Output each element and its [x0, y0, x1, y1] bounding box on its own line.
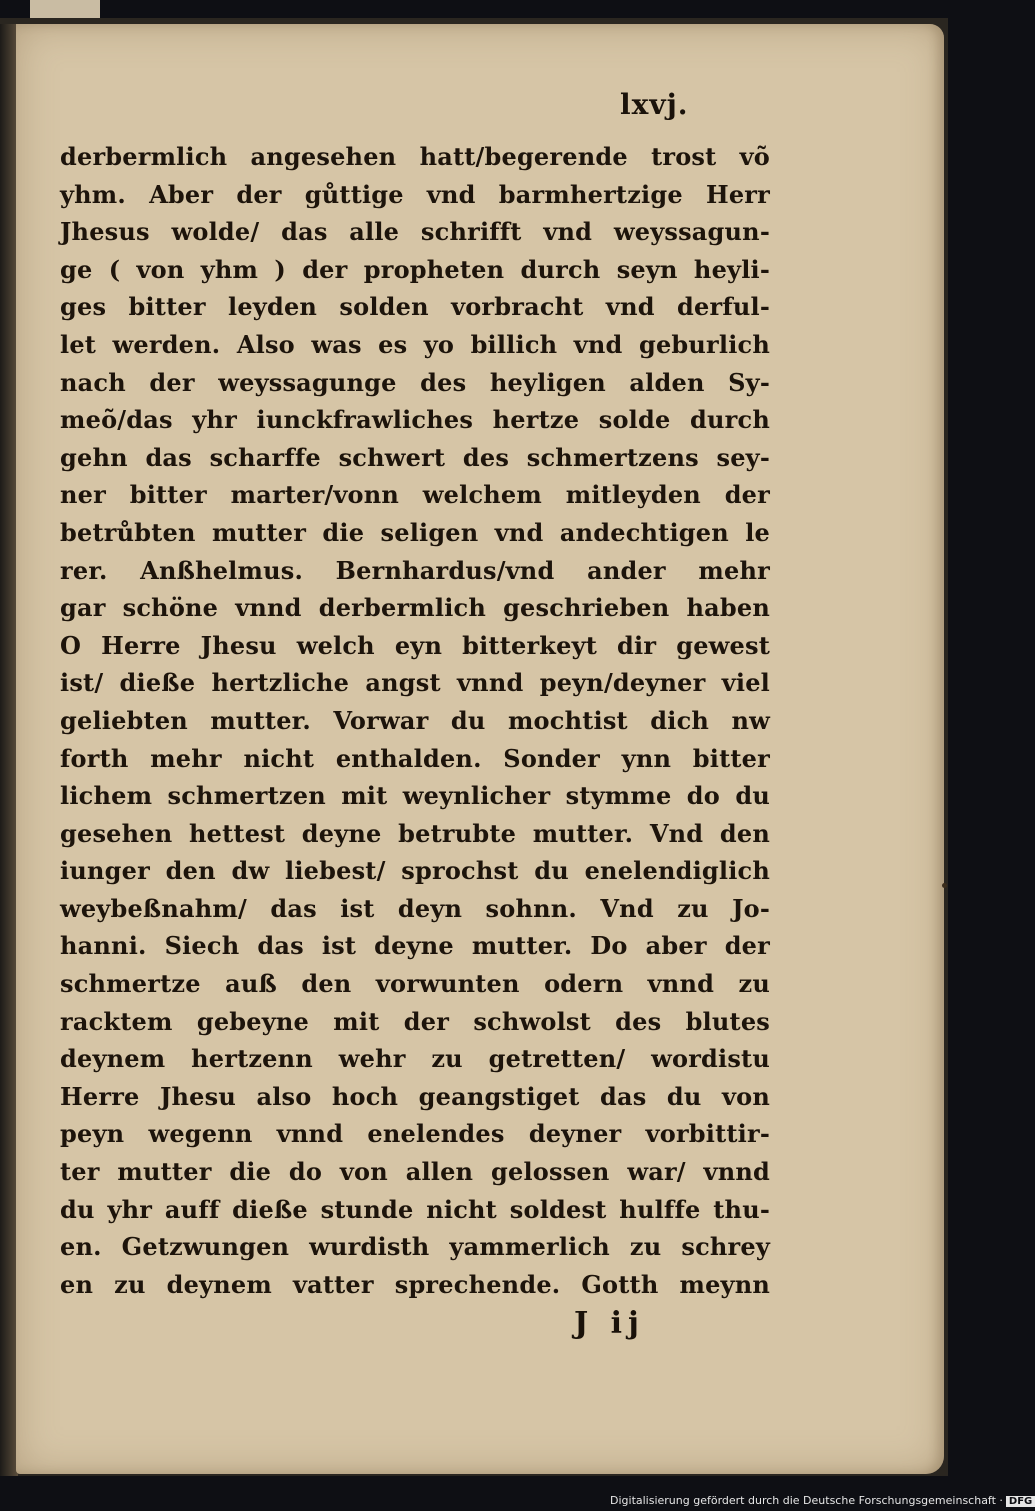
text-line: Herre Jhesu also hoch geangstiget das du von	[60, 1081, 770, 1111]
text-line: schmertze auß den vorwunten odern vnnd zu	[60, 969, 770, 999]
text-line: ges bitter leyden solden vorbracht vnd derful-	[60, 292, 770, 322]
text-line: ge ( von yhm ) der propheten durch seyn heyli-	[60, 254, 770, 284]
text-line: meõ/das yhr iunckfrawliches hertze solde durch	[60, 405, 770, 435]
text-line: peyn wegenn vnnd enelendes deyner vorbittir-	[60, 1119, 770, 1149]
text-line: ist/ dieße hertzliche angst vnnd peyn/deyner viel	[60, 668, 770, 698]
text-line: nach der weyssagunge des heyligen alden Sy-	[60, 367, 770, 397]
text-line: gar schöne vnnd derbermlich geschrieben haben	[60, 593, 770, 623]
text-line: betrůbten mutter die seligen vnd andechtigen le	[60, 517, 770, 547]
text-line: rer. Anßhelmus. Bernhardus/vnd ander mehr	[60, 555, 770, 585]
dfg-logo: DFG	[1006, 1496, 1035, 1507]
text-line: weybeßnahm/ das ist deyn sohnn. Vnd zu Jo-	[60, 893, 770, 923]
text-line: racktem gebeyne mit der schwolst des blutes	[60, 1006, 770, 1036]
text-line: hanni. Siech das ist deyne mutter. Do aber der	[60, 931, 770, 961]
text-line: en zu deynem vatter sprechende. Gotth meynn	[60, 1269, 770, 1299]
text-line: du yhr auff dieße stunde nicht soldest hulffe thu-	[60, 1194, 770, 1224]
digitization-credit	[610, 1494, 1033, 1507]
text-line: Jhesus wolde/ das alle schrifft vnd weyssagun-	[60, 217, 770, 247]
text-line: yhm. Aber der gůttige vnd barmhertzige Herr	[60, 179, 770, 209]
credit-text: Digitalisierung gefördert durch die Deutsche Forschungsgemeinschaft ·	[610, 1494, 1003, 1507]
text-line: forth mehr nicht enthalden. Sonder ynn bitter	[60, 743, 770, 773]
text-line: gesehen hettest deyne betrubte mutter. Vnd den	[60, 818, 770, 848]
text-line: en. Getzwungen wurdisth yammerlich zu schrey	[60, 1232, 770, 1262]
text-line: ter mutter die do von allen gelossen war/ vnnd	[60, 1157, 770, 1187]
ink-speck	[942, 883, 947, 888]
text-line: iunger den dw liebest/ sprochst du enelendiglich	[60, 856, 770, 886]
text-line: let werden. Also was es yo billich vnd geburlich	[60, 329, 770, 359]
text-line: derbermlich angesehen hatt/begerende trost võ	[60, 142, 770, 171]
text-line: ner bitter marter/vonn welchem mitleyden der	[60, 480, 770, 510]
text-line: O Herre Jhesu welch eyn bitterkeyt dir gewest	[60, 630, 770, 660]
signature-mark: J ij	[574, 1306, 645, 1341]
text-line: gehn das scharffe schwert des schmertzens sey-	[60, 442, 770, 472]
text-line: deynem hertzenn wehr zu getretten/ wordistu	[60, 1044, 770, 1074]
body-text	[60, 138, 770, 1303]
text-line: lichem schmertzen mit weynlicher stymme do du	[60, 781, 770, 811]
text-line: geliebten mutter. Vorwar du mochtist dich nw	[60, 705, 770, 735]
folio-number: lxvj.	[620, 88, 689, 121]
